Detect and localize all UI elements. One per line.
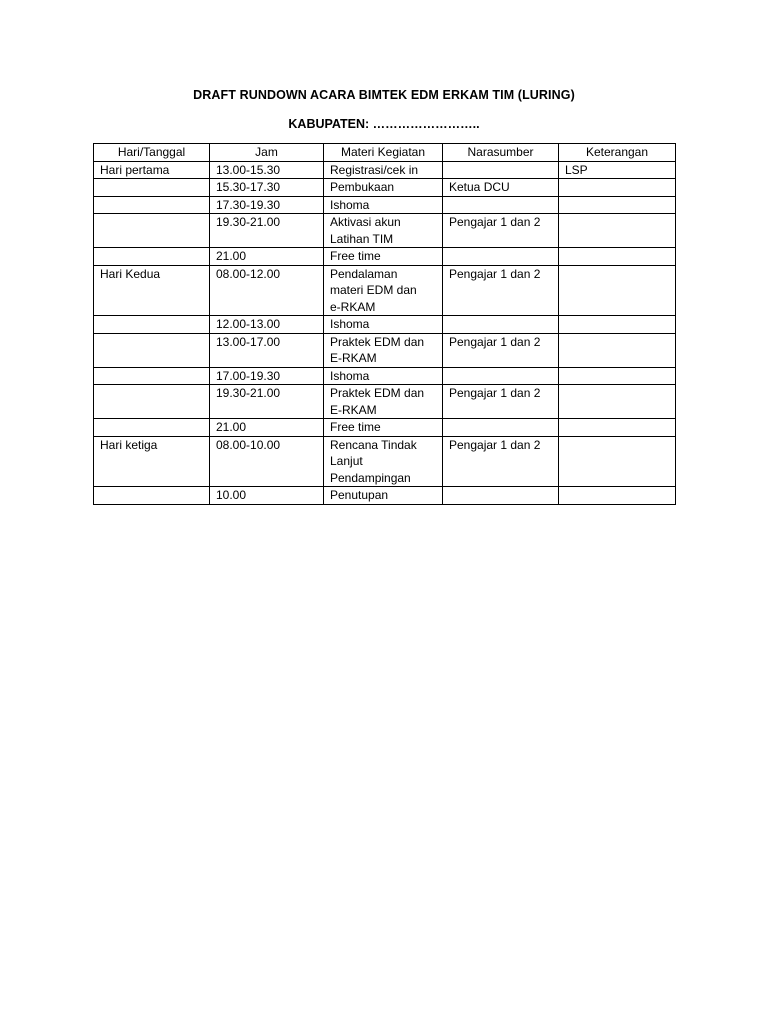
table-row	[94, 265, 676, 316]
cell-notes	[559, 487, 676, 505]
cell-notes: LSP	[559, 161, 676, 179]
table-row	[94, 161, 676, 179]
table-row	[94, 367, 676, 385]
cell-activity: Free time	[324, 419, 443, 437]
cell-notes	[559, 385, 676, 419]
cell-activity: Penutupan	[324, 487, 443, 505]
cell-notes	[559, 419, 676, 437]
cell-time: 19.30-21.00	[210, 214, 324, 248]
cell-day: Hari ketiga	[94, 436, 210, 487]
cell-activity: Rencana Tindak Lanjut Pendampingan	[324, 436, 443, 487]
cell-day	[94, 385, 210, 419]
cell-speaker	[443, 248, 559, 266]
table-row	[94, 214, 676, 248]
cell-day	[94, 214, 210, 248]
cell-speaker	[443, 367, 559, 385]
cell-day: Hari pertama	[94, 161, 210, 179]
cell-day	[94, 333, 210, 367]
cell-day	[94, 487, 210, 505]
cell-activity: Aktivasi akun Latihan TIM	[324, 214, 443, 248]
cell-notes	[559, 436, 676, 487]
table-row	[94, 179, 676, 197]
table-row	[94, 196, 676, 214]
cell-day: Hari Kedua	[94, 265, 210, 316]
cell-notes	[559, 196, 676, 214]
cell-speaker	[443, 196, 559, 214]
cell-speaker	[443, 316, 559, 334]
header-notes: Keterangan	[559, 144, 676, 162]
header-activity: Materi Kegiatan	[324, 144, 443, 162]
cell-activity: Ishoma	[324, 316, 443, 334]
cell-notes	[559, 316, 676, 334]
cell-activity: Pendalaman materi EDM dan e-RKAM	[324, 265, 443, 316]
cell-day	[94, 196, 210, 214]
table-row	[94, 316, 676, 334]
header-time: Jam	[210, 144, 324, 162]
cell-speaker: Pengajar 1 dan 2	[443, 436, 559, 487]
cell-activity: Pembukaan	[324, 179, 443, 197]
cell-time: 13.00-17.00	[210, 333, 324, 367]
cell-time: 21.00	[210, 419, 324, 437]
cell-day	[94, 316, 210, 334]
cell-time: 13.00-15.30	[210, 161, 324, 179]
cell-day	[94, 248, 210, 266]
table-row	[94, 436, 676, 487]
table-row	[94, 385, 676, 419]
cell-day	[94, 419, 210, 437]
cell-time: 17.00-19.30	[210, 367, 324, 385]
rundown-table	[93, 143, 676, 505]
cell-time: 19.30-21.00	[210, 385, 324, 419]
cell-speaker: Pengajar 1 dan 2	[443, 333, 559, 367]
cell-activity: Praktek EDM dan E-RKAM	[324, 333, 443, 367]
cell-time: 10.00	[210, 487, 324, 505]
header-speaker: Narasumber	[443, 144, 559, 162]
cell-notes	[559, 179, 676, 197]
cell-time: 08.00-12.00	[210, 265, 324, 316]
table-row	[94, 487, 676, 505]
cell-activity: Registrasi/cek in	[324, 161, 443, 179]
cell-time: 17.30-19.30	[210, 196, 324, 214]
document-title: DRAFT RUNDOWN ACARA BIMTEK EDM ERKAM TIM (LURING)	[193, 88, 575, 102]
cell-activity: Praktek EDM dan E-RKAM	[324, 385, 443, 419]
cell-notes	[559, 214, 676, 248]
table-row	[94, 248, 676, 266]
table-header-row	[94, 144, 676, 162]
cell-activity: Ishoma	[324, 196, 443, 214]
cell-day	[94, 179, 210, 197]
table-row	[94, 419, 676, 437]
cell-activity: Free time	[324, 248, 443, 266]
cell-speaker: Ketua DCU	[443, 179, 559, 197]
header-day-date: Hari/Tanggal	[94, 144, 210, 162]
cell-speaker	[443, 161, 559, 179]
document-subtitle: KABUPATEN: ……………………..	[288, 117, 480, 131]
cell-speaker: Pengajar 1 dan 2	[443, 214, 559, 248]
cell-notes	[559, 265, 676, 316]
cell-time: 21.00	[210, 248, 324, 266]
cell-speaker: Pengajar 1 dan 2	[443, 265, 559, 316]
cell-time: 08.00-10.00	[210, 436, 324, 487]
cell-notes	[559, 367, 676, 385]
cell-notes	[559, 333, 676, 367]
cell-speaker: Pengajar 1 dan 2	[443, 385, 559, 419]
cell-activity: Ishoma	[324, 367, 443, 385]
cell-time: 12.00-13.00	[210, 316, 324, 334]
cell-notes	[559, 248, 676, 266]
table-row	[94, 333, 676, 367]
cell-time: 15.30-17.30	[210, 179, 324, 197]
cell-speaker	[443, 419, 559, 437]
cell-day	[94, 367, 210, 385]
cell-speaker	[443, 487, 559, 505]
